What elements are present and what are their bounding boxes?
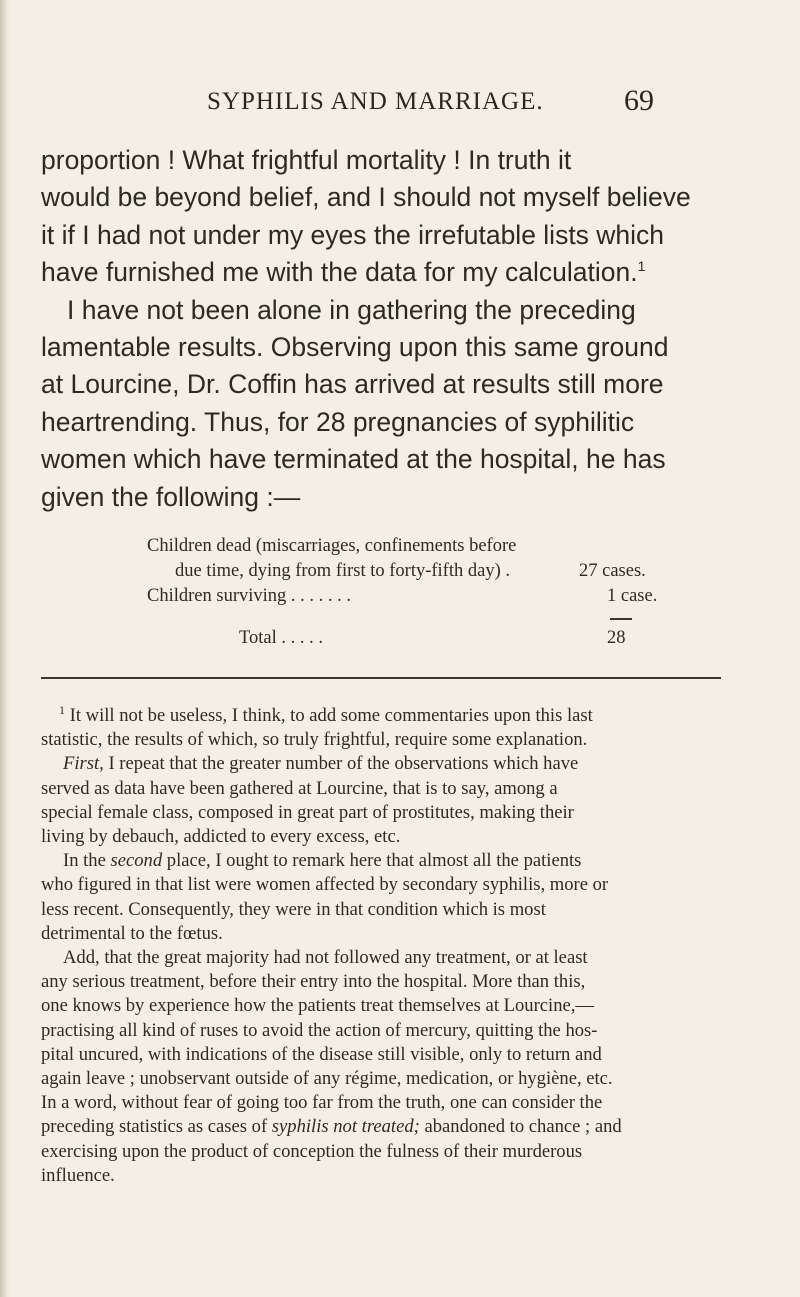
footnote-line: again leave ; unobservant outside of any régime, medication, or hygiène, etc. [41,1068,613,1090]
footnote-line: served as data have been gathered at Lourcine, that is to say, among a [41,777,558,799]
stat-value: 27 cases. [579,561,646,581]
footnote-divider [41,677,721,679]
footnote-line: one knows by experience how the patients treat themselves at Lourcine,— [41,995,594,1017]
body-line: lamentable results. Observing upon this same ground [41,332,669,363]
footnote-line: $^1$ It will not be useless, I think, to add some commentaries upon this last [59,702,593,726]
footnote-line: First, I repeat that the greater number of the observations which have [63,753,579,775]
footnote-line: any serious treatment, before their entry into the hospital. More than this, [41,971,586,993]
body-line: given the following :— [41,481,301,512]
footnote-line: preceding statistics as cases of syphilis not treated; abandoned to chance ; and [41,1116,622,1138]
body-line [41,254,721,291]
stat-label: Children surviving . . . . . . . [147,586,352,606]
footnote-emphasis: second [110,850,163,872]
running-head: SYPHILIS AND MARRIAGE. [207,88,544,115]
page-header [0,84,800,124]
body-line: proportion ! What frightful mortality ! In truth it [41,145,572,175]
footnote-line: who figured in that list were women affected by secondary syphilis, more or [41,874,609,896]
stat-label: due time, dying from first to forty-fifth day) . [175,561,510,581]
footnote-line: living by debauch, addicted to every excess, etc. [41,826,401,848]
footnote-line: In a word, without fear of going too far from the truth, one can consider the [41,1092,603,1114]
footnote-line: Add, that the great majority had not followed any treatment, or at least [63,947,588,969]
footnote-reference: 1 [637,258,646,275]
body-line: women which have terminated at the hospital, he has [41,444,666,475]
footnote-line: practising all kind of ruses to avoid the action of mercury, quitting the hos- [41,1019,598,1041]
body-line-text: have furnished me with the data for my calculation. [41,257,638,288]
page-number: 69 [624,84,654,117]
body-line: would be beyond belief, and I should not myself believe [41,182,691,213]
footnote-line: In the second place, I ought to remark here that almost all the patients [63,850,582,872]
footnote [41,704,725,1188]
body-line: at Lourcine, Dr. Coffin has arrived at results still more [41,369,664,400]
footnote-line: influence. [41,1164,115,1186]
footnote-marker: 1 [59,702,65,717]
book-spine-shadow [0,0,10,1297]
total-rule [610,618,632,620]
footnote-emphasis: First, [63,753,104,775]
footnote-line: detrimental to the fœtus. [41,922,223,944]
total-label: Total . . . . . [239,628,323,648]
footnote-line: less recent. Consequently, they were in that condition which is most [41,898,546,920]
footnote-line: pital uncured, with indications of the disease still visible, only to return and [41,1043,602,1065]
footnote-line: statistic, the results of which, so truly frightful, require some explanation. [41,729,588,751]
footnote-emphasis: syphilis not treated; [271,1116,420,1138]
footnote-line: exercising upon the product of conception the fulness of their murderous [41,1140,583,1162]
body-line: I have not been alone in gathering the preceding [67,294,636,325]
body-line: heartrending. Thus, for 28 pregnancies of syphilitic [41,406,635,437]
footnote-line: special female class, composed in great part of prostitutes, making their [41,801,574,823]
body-line: it if I had not under my eyes the irrefutable lists which [41,219,665,250]
total-value: 28 [607,628,626,648]
stat-label: Children dead (miscarriages, confinements before [147,536,517,556]
stat-value: 1 case. [607,586,658,606]
main-text [41,142,721,516]
